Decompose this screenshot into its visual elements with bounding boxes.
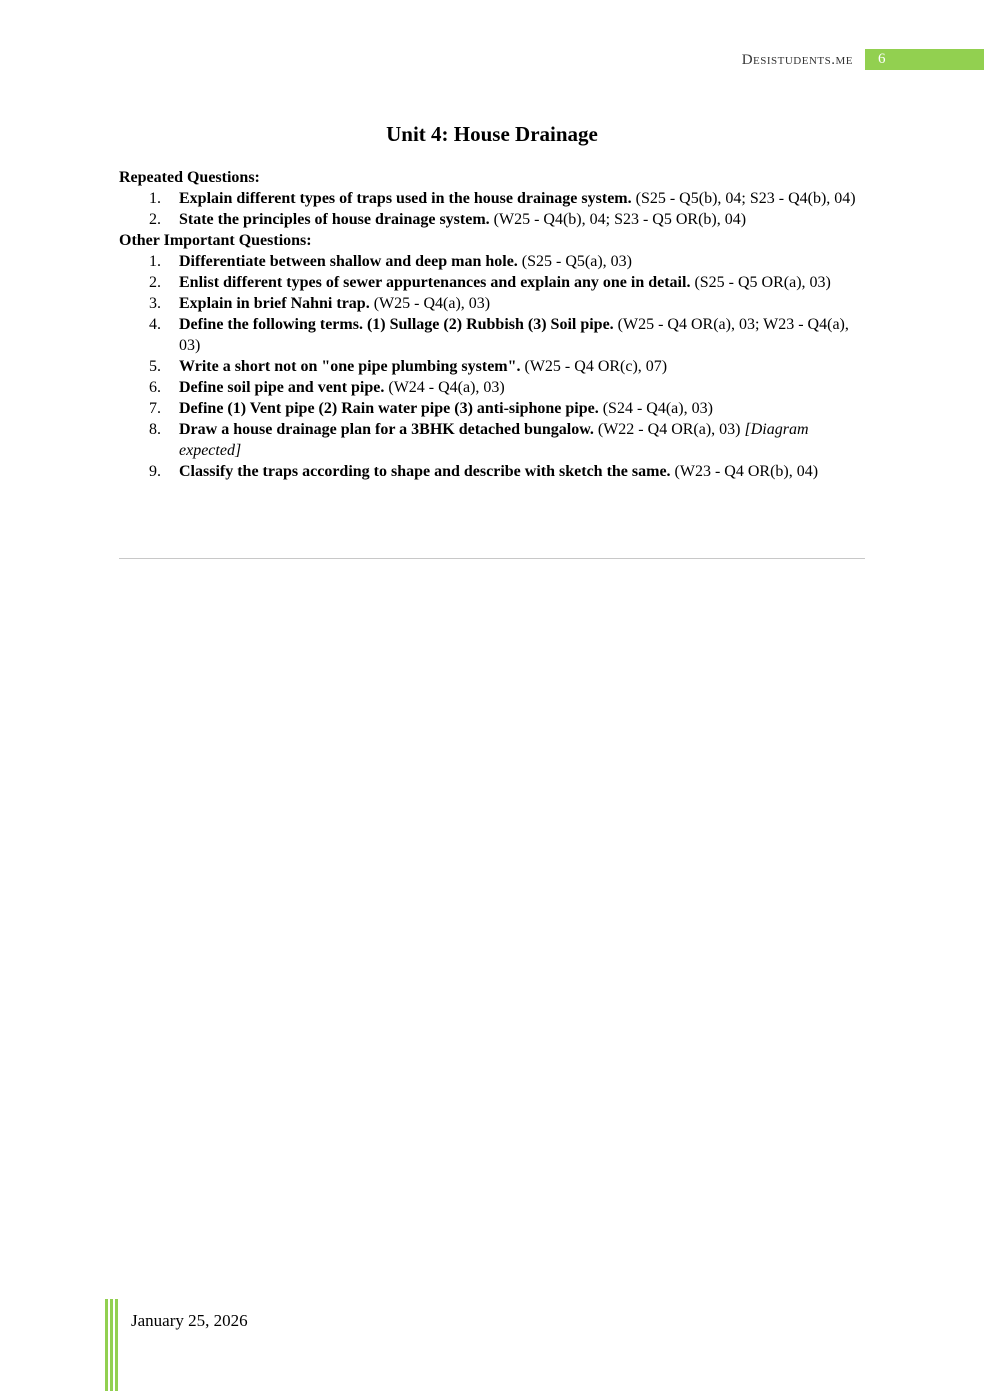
question-reference: (W25 - Q4 OR(c), 07): [524, 358, 668, 375]
list-item: [119, 293, 865, 314]
footer-date: January 25, 2026: [131, 1311, 248, 1330]
question-reference: (W25 - Q4(b), 04; S23 - Q5 OR(b), 04): [493, 211, 747, 228]
section-divider: [119, 558, 865, 559]
question-reference: (S25 - Q5 OR(a), 03): [694, 274, 831, 291]
item-number: 1.: [149, 190, 161, 207]
footer-bar: [115, 1299, 118, 1391]
footer-bar: [105, 1299, 108, 1391]
item-number: 9.: [149, 463, 161, 480]
list-item: [119, 314, 865, 356]
question-reference: (W24 - Q4(a), 03): [388, 379, 505, 396]
list-item: [119, 209, 865, 230]
item-number: 4.: [149, 316, 161, 333]
list-item: [119, 272, 865, 293]
question-text: Draw a house drainage plan for a 3BHK detached bungalow.: [179, 421, 594, 438]
question-text: Explain in brief Nahni trap.: [179, 295, 370, 312]
question-text: Classify the traps according to shape and describe with sketch the same.: [179, 463, 671, 480]
other-questions-list: [119, 251, 865, 482]
question-reference: (S25 - Q5(b), 04; S23 - Q4(b), 04): [635, 190, 856, 207]
question-text: Write a short not on "one pipe plumbing system".: [179, 358, 521, 375]
item-number: 8.: [149, 421, 161, 438]
list-item: [119, 356, 865, 377]
question-reference: (W23 - Q4 OR(b), 04): [674, 463, 819, 480]
question-reference: (W25 - Q4 OR(a), 03; W23 - Q4(a), 03): [179, 316, 849, 354]
item-number: 5.: [149, 358, 161, 375]
list-item: [119, 398, 865, 419]
question-text: Enlist different types of sewer appurtenances and explain any one in detail.: [179, 274, 691, 291]
item-number: 3.: [149, 295, 161, 312]
question-text: Explain different types of traps used in the house drainage system.: [179, 190, 632, 207]
question-text: Define (1) Vent pipe (2) Rain water pipe (3) anti-siphone pipe.: [179, 400, 599, 417]
section-heading-other: Other Important Questions:: [119, 232, 312, 249]
list-item: [119, 461, 865, 482]
question-text: Differentiate between shallow and deep man hole.: [179, 253, 518, 270]
item-number: 7.: [149, 400, 161, 417]
item-number: 1.: [149, 253, 161, 270]
header-site-name: Desistudents.me: [741, 52, 853, 68]
question-reference: (W25 - Q4(a), 03): [373, 295, 491, 312]
question-text: Define soil pipe and vent pipe.: [179, 379, 385, 396]
question-reference: (S25 - Q5(a), 03): [521, 253, 632, 270]
footer-accent-bars: [105, 1299, 119, 1391]
question-text: State the principles of house drainage system.: [179, 211, 490, 228]
page-title: Unit 4: House Drainage: [386, 122, 598, 146]
item-number: 2.: [149, 211, 161, 228]
repeated-questions-list: [119, 188, 865, 230]
list-item: [119, 419, 865, 461]
question-text: Define the following terms. (1) Sullage (2) Rubbish (3) Soil pipe.: [179, 316, 614, 333]
question-note: [Diagram expected]: [179, 421, 809, 459]
question-content: [119, 167, 865, 482]
list-item: [119, 188, 865, 209]
list-item: [119, 377, 865, 398]
section-heading-repeated: Repeated Questions:: [119, 169, 260, 186]
item-number: 2.: [149, 274, 161, 291]
question-reference: (W22 - Q4 OR(a), 03): [597, 421, 741, 438]
item-number: 6.: [149, 379, 161, 396]
list-item: [119, 251, 865, 272]
question-reference: (S24 - Q4(a), 03): [602, 400, 713, 417]
header-page-number: 6: [865, 49, 984, 70]
footer-bar: [110, 1299, 113, 1391]
